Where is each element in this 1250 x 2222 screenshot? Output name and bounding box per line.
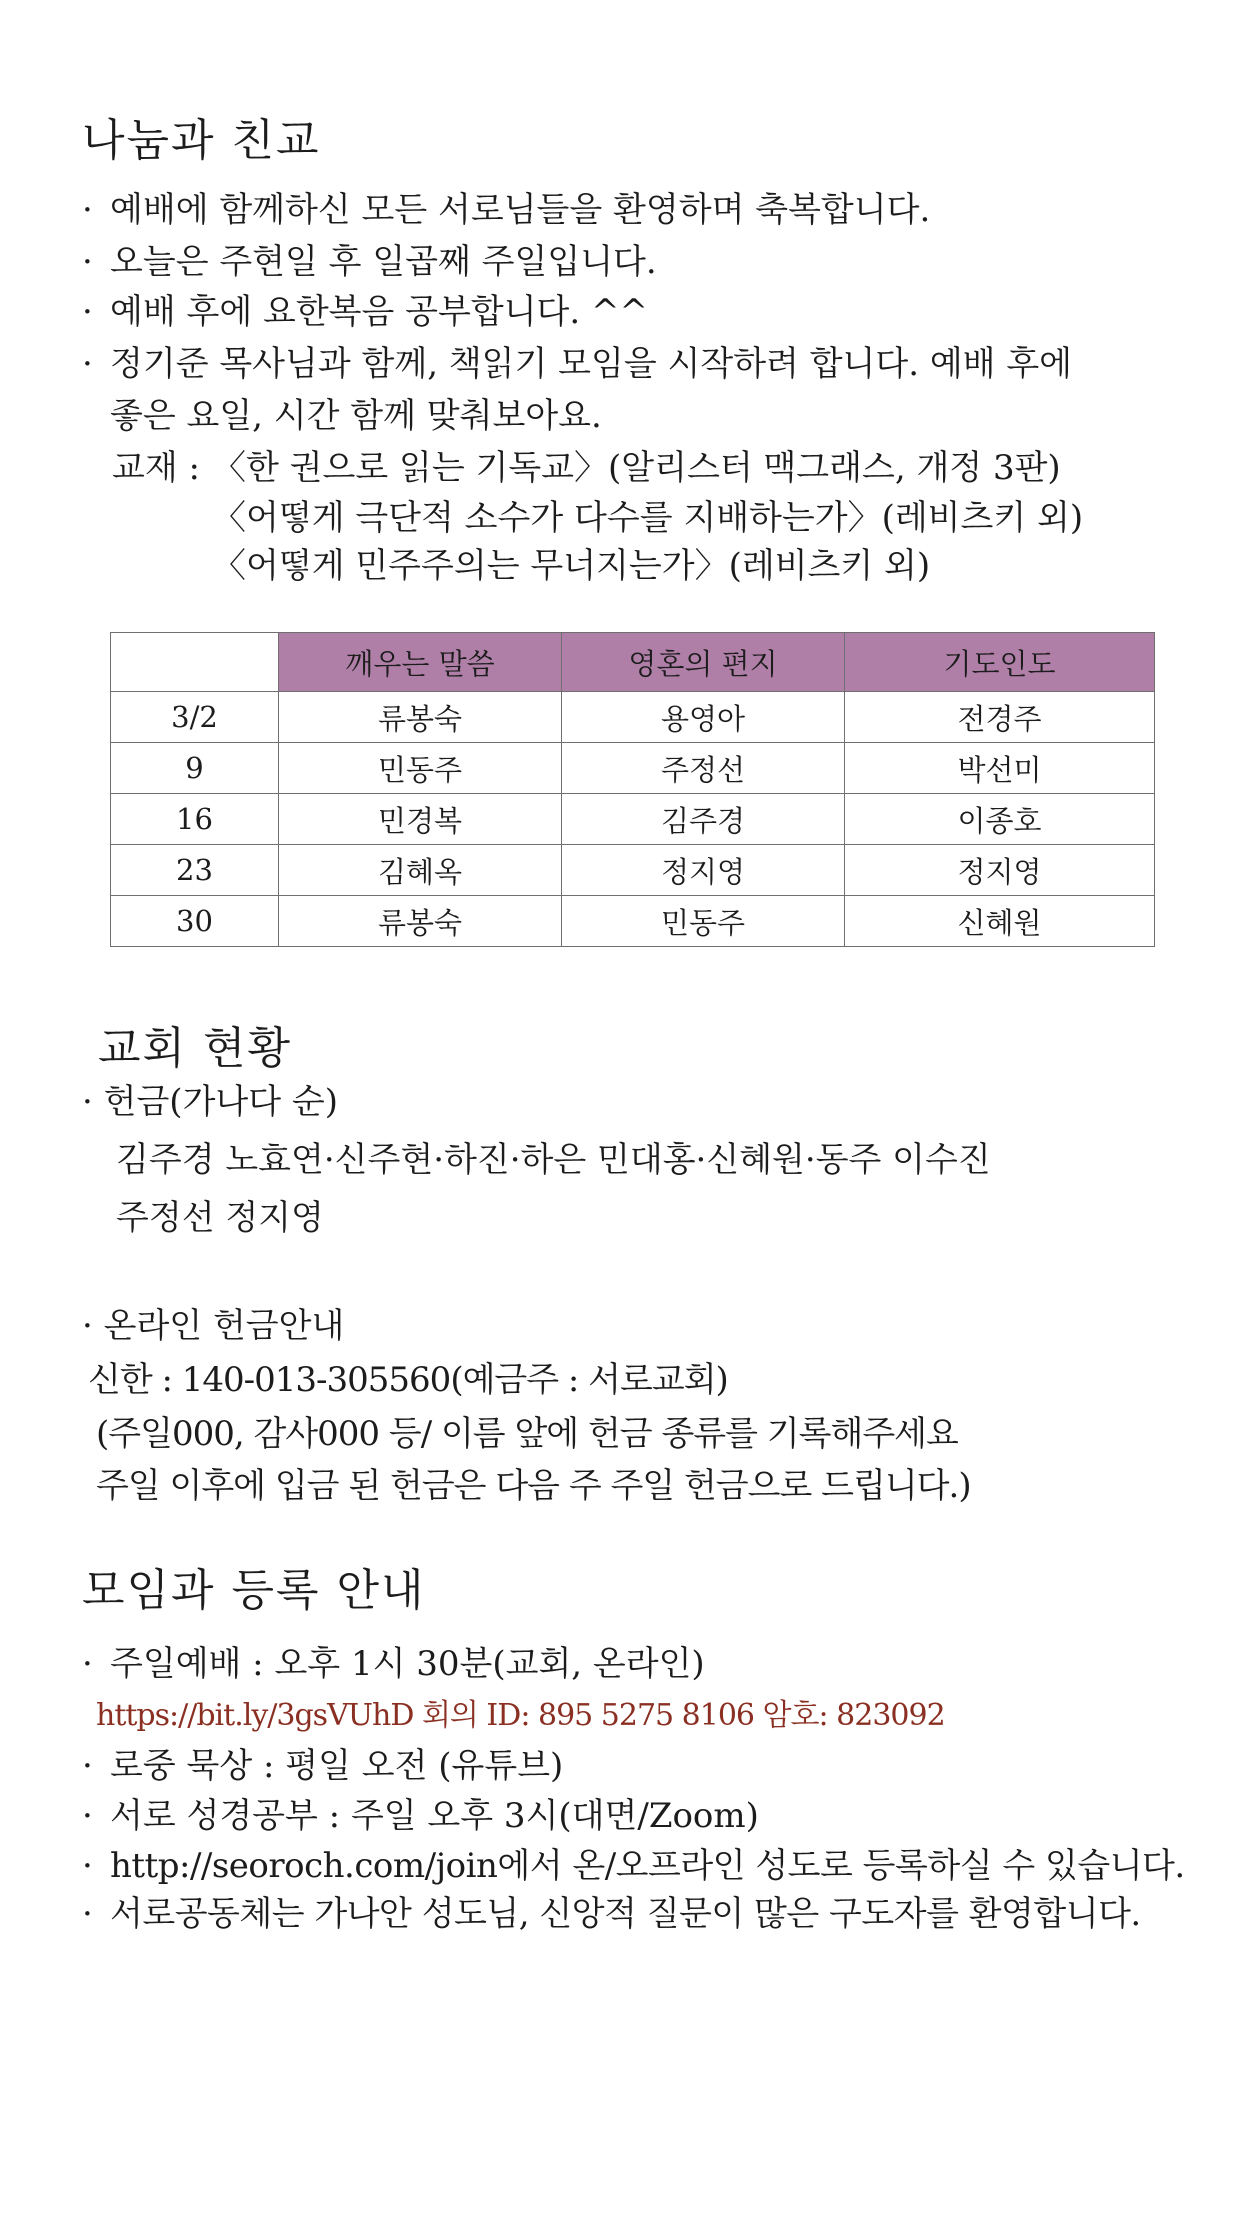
meeting-item (82, 1738, 563, 1787)
table-cell: 김주경 (562, 794, 845, 845)
bullet: · (82, 1846, 93, 1886)
table-cell: 류봉숙 (279, 692, 562, 743)
table-cell: 박선미 (845, 743, 1155, 794)
meeting-item (82, 1838, 1185, 1887)
table-header-cell (111, 633, 279, 692)
table-row (111, 896, 1155, 947)
bullet: · (82, 1746, 93, 1786)
table-row (111, 692, 1155, 743)
table-header-cell: 깨우는 말씀 (279, 633, 562, 692)
sharing-item (82, 182, 930, 231)
table-cell: 정지영 (562, 845, 845, 896)
meeting-item-text: 로중 묵상 : 평일 오전 (유튜브) (110, 1746, 564, 1786)
table-cell: 정지영 (845, 845, 1155, 896)
table-cell-date: 9 (111, 743, 279, 794)
bank-account: 신한 : 140-013-305560(예금주 : 서로교회) (88, 1360, 728, 1400)
zoom-link[interactable]: https://bit.ly/3gsVUhD 회의 ID: 895 5275 8106 암호: 823092 (96, 1698, 945, 1733)
meeting-item-text: 서로 성경공부 : 주일 오후 3시(대면/Zoom) (110, 1796, 759, 1836)
book-title: 〈한 권으로 읽는 기독교〉(알리스터 맥그래스, 개정 3판) (212, 448, 1061, 488)
sharing-item-text: 정기준 목사님과 함께, 책읽기 모임을 시작하려 합니다. 예배 후에 (110, 344, 1073, 384)
section-title-sharing: 나눔과 친교 (82, 115, 321, 166)
meeting-item (82, 1886, 1141, 1935)
online-offering-heading: · 온라인 헌금안내 (82, 1306, 345, 1346)
textbook-label: 교재 : (112, 448, 200, 488)
meeting-item (82, 1636, 705, 1685)
table-cell-date: 30 (111, 896, 279, 947)
bullet: · (82, 190, 93, 230)
offering-names: 김주경 노효연·신주현·하진·하은 민대홍·신혜원·동주 이수진 (116, 1140, 991, 1180)
table-cell: 전경주 (845, 692, 1155, 743)
sharing-item (82, 234, 657, 283)
meeting-item (82, 1788, 759, 1837)
table-row (111, 794, 1155, 845)
sharing-item-text: 예배 후에 요한복음 공부합니다. ^^ (110, 292, 648, 332)
bullet: · (82, 242, 93, 282)
table-cell: 민경복 (279, 794, 562, 845)
bullet: · (82, 1796, 93, 1836)
table-cell: 민동주 (562, 896, 845, 947)
table-row (111, 743, 1155, 794)
offering-names: 주정선 정지영 (116, 1198, 324, 1238)
meeting-item-text: 주일예배 : 오후 1시 30분(교회, 온라인) (110, 1644, 705, 1684)
section-title-meetings: 모임과 등록 안내 (82, 1565, 426, 1616)
table-cell: 주정선 (562, 743, 845, 794)
table-header-cell: 기도인도 (845, 633, 1155, 692)
table-cell: 신혜원 (845, 896, 1155, 947)
table-cell: 용영아 (562, 692, 845, 743)
table-cell: 민동주 (279, 743, 562, 794)
bullet: · (82, 292, 93, 332)
bullet: · (82, 344, 93, 384)
offering-note: 주일 이후에 입금 된 헌금은 다음 주 주일 헌금으로 드립니다.) (96, 1466, 971, 1506)
registration-link-text[interactable]: http://seoroch.com/join에서 온/오프라인 성도로 등록하실 수 있습니다. (110, 1846, 1185, 1886)
table-cell: 김혜옥 (279, 845, 562, 896)
table-cell-date: 16 (111, 794, 279, 845)
offering-heading: · 헌금(가나다 순) (82, 1082, 339, 1122)
book-title: 〈어떻게 극단적 소수가 다수를 지배하는가〉(레비츠키 외) (212, 498, 1084, 538)
table-cell-date: 3/2 (111, 692, 279, 743)
sharing-item (82, 284, 648, 333)
section-title-church-status: 교회 현황 (98, 1023, 293, 1074)
table-cell: 이종호 (845, 794, 1155, 845)
roster-table (110, 632, 1155, 947)
sharing-item (82, 336, 1072, 385)
table-header-cell: 영혼의 편지 (562, 633, 845, 692)
table-row (111, 845, 1155, 896)
book-title: 〈어떻게 민주주의는 무너지는가〉(레비츠키 외) (212, 546, 931, 586)
bullet: · (82, 1644, 93, 1684)
sharing-item-text: 예배에 함께하신 모든 서로님들을 환영하며 축복합니다. (110, 190, 931, 230)
meeting-item-text: 서로공동체는 가나안 성도님, 신앙적 질문이 많은 구도자를 환영합니다. (110, 1894, 1141, 1934)
sharing-item-continuation: 좋은 요일, 시간 함께 맞춰보아요. (110, 396, 602, 436)
offering-note: (주일000, 감사000 등/ 이름 앞에 헌금 종류를 기록해주세요 (96, 1414, 958, 1454)
table-cell-date: 23 (111, 845, 279, 896)
table-cell: 류봉숙 (279, 896, 562, 947)
table-header-row (111, 633, 1155, 692)
bullet: · (82, 1894, 93, 1934)
sharing-item-text: 오늘은 주현일 후 일곱째 주일입니다. (110, 242, 657, 282)
